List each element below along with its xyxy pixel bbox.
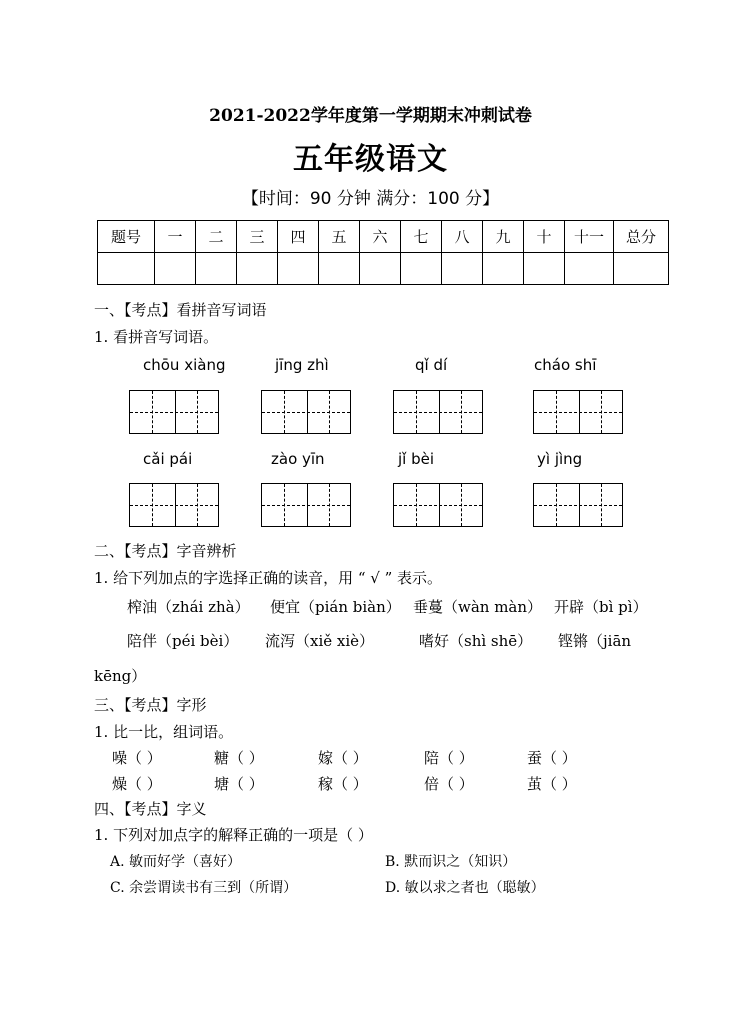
section1-heading: 一、【考点】看拼音写词语 — [94, 301, 267, 319]
score-table-blank-row — [98, 253, 669, 285]
score-header-cell: 六 — [360, 221, 401, 253]
section3-question: 1. 比一比，组词语。 — [94, 723, 234, 741]
score-cell — [401, 253, 442, 285]
reading-item: 铿锵（jiān — [558, 632, 632, 650]
score-table — [97, 220, 669, 285]
pinyin-label: yì jìng — [537, 450, 583, 468]
option-a: A. 敏而好学（喜好） — [110, 854, 242, 870]
word-pair-item: 噪（ ） — [112, 749, 162, 767]
writing-grid[interactable] — [261, 390, 351, 434]
score-header-cell: 十 — [524, 221, 565, 253]
score-cell — [565, 253, 614, 285]
reading-item: 垂蔓（wàn màn） — [413, 598, 543, 616]
word-pair-item: 蚕（ ） — [527, 749, 577, 767]
score-cell — [319, 253, 360, 285]
pinyin-label: jǐ bèi — [398, 450, 435, 468]
writing-grid[interactable] — [533, 390, 623, 434]
score-table-header-row — [98, 221, 669, 253]
word-pair-item: 糖（ ） — [214, 749, 264, 767]
section4-question: 1. 下列对加点字的解释正确的一项是（ ） — [94, 826, 373, 844]
reading-item: 便宜（pián biàn） — [270, 598, 401, 616]
score-header-cell: 题号 — [98, 221, 155, 253]
reading-item: 榨油（zhái zhà） — [127, 598, 250, 616]
word-pair-item: 稼（ ） — [318, 775, 368, 793]
word-pair-item: 倍（ ） — [424, 775, 474, 793]
reading-item: 嗜好（shì shē） — [419, 632, 533, 650]
score-cell — [524, 253, 565, 285]
score-header-cell: 四 — [278, 221, 319, 253]
word-pair-item: 嫁（ ） — [318, 749, 368, 767]
score-header-cell: 总分 — [614, 221, 669, 253]
section3-heading: 三、【考点】字形 — [94, 696, 207, 714]
score-header-cell: 一 — [155, 221, 196, 253]
option-c: C. 余尝谓读书有三到（所谓） — [110, 880, 298, 896]
score-cell — [483, 253, 524, 285]
option-b: B. 默而识之（知识） — [385, 854, 517, 870]
score-cell — [98, 253, 155, 285]
writing-grid[interactable] — [393, 483, 483, 527]
option-d: D. 敏以求之者也（聪敏） — [385, 880, 545, 896]
score-header-cell: 八 — [442, 221, 483, 253]
writing-grid[interactable] — [129, 390, 219, 434]
exam-title: 2021-2022学年度第一学期期末冲刺试卷 — [209, 106, 532, 126]
score-header-cell: 五 — [319, 221, 360, 253]
section2-heading: 二、【考点】字音辨析 — [94, 542, 237, 560]
score-header-cell: 三 — [237, 221, 278, 253]
section1-question: 1. 看拼音写词语。 — [94, 328, 219, 346]
score-header-cell: 七 — [401, 221, 442, 253]
score-cell — [237, 253, 278, 285]
writing-grid[interactable] — [533, 483, 623, 527]
score-cell — [614, 253, 669, 285]
pinyin-label: chōu xiàng — [143, 356, 226, 374]
pinyin-label: jīng zhì — [275, 356, 329, 374]
section4-heading: 四、【考点】字义 — [94, 800, 207, 818]
score-header-cell: 二 — [196, 221, 237, 253]
exam-info: 【时间：90 分钟 满分：100 分】 — [241, 189, 500, 209]
pinyin-label: cǎi pái — [143, 450, 193, 468]
reading-item-wrap: kēng） — [94, 667, 147, 685]
word-pair-item: 茧（ ） — [527, 775, 577, 793]
writing-grid[interactable] — [129, 483, 219, 527]
grade-subject-title: 五年级语文 — [293, 142, 448, 177]
section2-question: 1. 给下列加点的字选择正确的读音，用 “ √ ” 表示。 — [94, 569, 443, 587]
reading-item: 开辟（bì pì） — [554, 598, 648, 616]
pinyin-label: cháo shī — [534, 356, 597, 374]
reading-item: 陪伴（péi bèi） — [127, 632, 239, 650]
pinyin-label: qǐ dí — [415, 356, 448, 374]
score-cell — [442, 253, 483, 285]
reading-item: 流泻（xiě xiè） — [265, 632, 375, 650]
score-cell — [278, 253, 319, 285]
writing-grid[interactable] — [393, 390, 483, 434]
score-header-cell: 十一 — [565, 221, 614, 253]
score-cell — [360, 253, 401, 285]
score-cell — [155, 253, 196, 285]
score-cell — [196, 253, 237, 285]
word-pair-item: 陪（ ） — [424, 749, 474, 767]
writing-grid[interactable] — [261, 483, 351, 527]
pinyin-label: zào yīn — [271, 450, 325, 468]
word-pair-item: 塘（ ） — [214, 775, 264, 793]
score-header-cell: 九 — [483, 221, 524, 253]
word-pair-item: 燥（ ） — [112, 775, 162, 793]
